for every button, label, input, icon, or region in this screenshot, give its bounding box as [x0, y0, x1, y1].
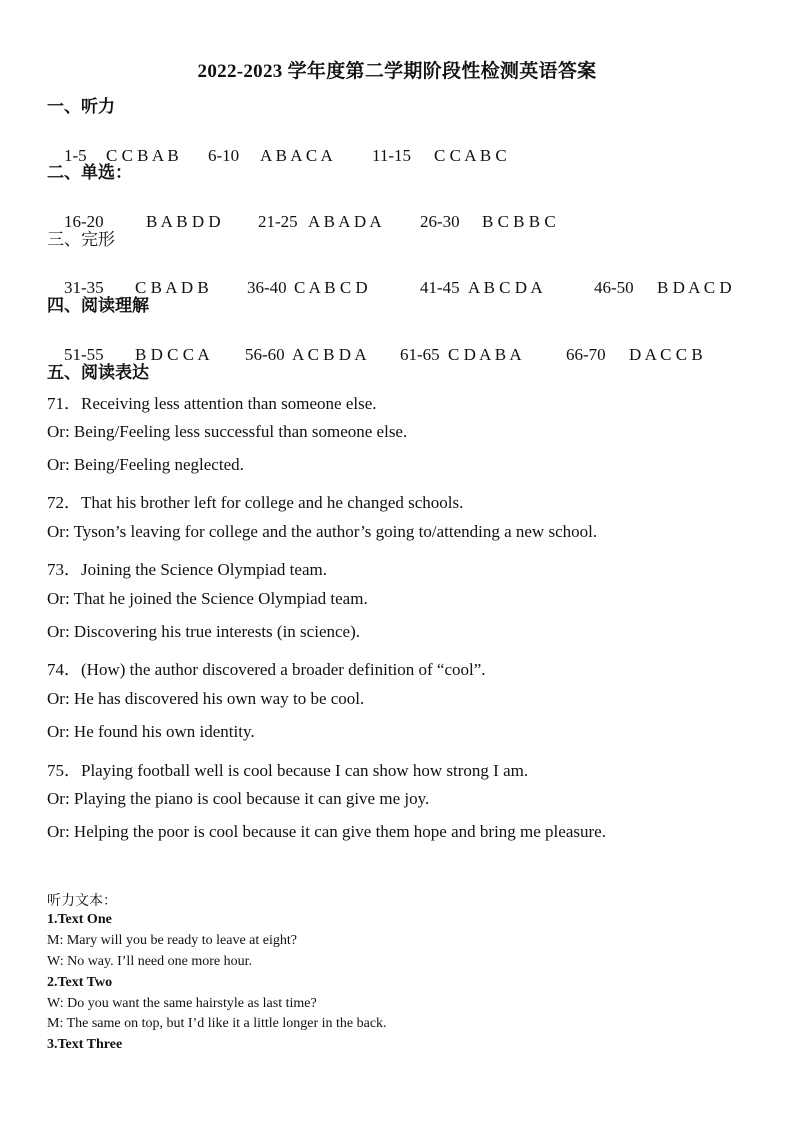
expression-answer-line: 74．(How) the author discovered a broader definition of “cool”.: [47, 660, 486, 679]
answer-letters: A B C D A: [468, 278, 543, 297]
answer-letters: B D C C A: [135, 345, 210, 364]
range-label: 56-60: [245, 345, 285, 364]
range-label: 26-30: [420, 212, 460, 231]
answer-letters: B A B D D: [146, 212, 221, 231]
section-heading-cloze: 三、完形: [47, 230, 115, 250]
answer-row-single-choice: [47, 192, 556, 252]
answer-letters: C D A B A: [448, 345, 522, 364]
transcript-line: W: Do you want the same hairstyle as last time?: [47, 996, 317, 1011]
answer-letters: D A C C B: [629, 345, 703, 364]
answer-letters: B C B B C: [482, 212, 556, 231]
expression-answer-line: 75．Playing football well is cool because I can show how strong I am.: [47, 761, 529, 780]
section-heading-single-choice: 二、单选：: [47, 163, 132, 183]
expression-answer-line: Or: He has discovered his own way to be cool.: [47, 689, 365, 708]
answer-letters: C C A B C: [434, 146, 507, 165]
page-title: 2022-2023 学年度第二学期阶段性检测英语答案: [197, 61, 597, 82]
answer-letters: C A B C D: [294, 278, 368, 297]
transcript-text-title: 3.Text Three: [47, 1037, 123, 1052]
transcript-line: M: The same on top, but I’d like it a little longer in the back.: [47, 1016, 387, 1031]
range-label: 31-35: [64, 278, 104, 297]
section-heading-listening: 一、听力: [47, 97, 115, 117]
expression-answer-line: 73．Joining the Science Olympiad team.: [47, 560, 327, 579]
answer-letters: A C B D A: [292, 345, 367, 364]
range-label: 6-10: [208, 146, 240, 165]
range-label: 16-20: [64, 212, 104, 231]
expression-answer-line: Or: Helping the poor is cool because it can give them hope and bring me pleasure.: [47, 822, 606, 841]
answer-letters: B D A C D: [657, 278, 732, 297]
expression-answer-line: Or: That he joined the Science Olympiad team.: [47, 589, 368, 608]
section-heading-reading-expression: 五、阅读表达: [47, 363, 149, 383]
transcript-text-title: 2.Text Two: [47, 975, 113, 990]
range-label: 61-65: [400, 345, 440, 364]
range-label: 21-25: [258, 212, 298, 231]
expression-answer-line: Or: He found his own identity.: [47, 722, 255, 741]
answer-letters: C B A D B: [135, 278, 209, 297]
transcript-text-title: 1.Text One: [47, 912, 112, 927]
range-label: 41-45: [420, 278, 460, 297]
expression-answer-line: Or: Playing the piano is cool because it can give me joy.: [47, 789, 430, 808]
section-heading-reading: 四、阅读理解: [47, 296, 149, 316]
answer-letters: A B A C A: [260, 146, 333, 165]
range-label: 66-70: [566, 345, 606, 364]
transcript-heading: 听力文本：: [47, 893, 117, 909]
range-label: 46-50: [594, 278, 634, 297]
answer-row-cloze: [47, 258, 732, 318]
answer-letters: C C B A B: [106, 146, 179, 165]
transcript-line: W: No way. I’ll need one more hour.: [47, 954, 253, 969]
expression-answer-line: Or: Discovering his true interests (in science).: [47, 622, 360, 641]
answer-letters: A B A D A: [308, 212, 382, 231]
range-label: 51-55: [64, 345, 104, 364]
expression-answer-line: Or: Tyson’s leaving for college and the author’s going to/attending a new school.: [47, 522, 598, 541]
expression-answer-line: Or: Being/Feeling neglected.: [47, 455, 244, 474]
range-label: 11-15: [372, 146, 412, 165]
transcript-line: M: Mary will you be ready to leave at eight?: [47, 933, 297, 948]
expression-answer-line: Or: Being/Feeling less successful than someone else.: [47, 422, 408, 441]
expression-answer-line: 71．Receiving less attention than someone else.: [47, 394, 377, 413]
range-label: 1-5: [64, 146, 87, 165]
expression-answer-line: 72．That his brother left for college and he changed schools.: [47, 493, 464, 512]
range-label: 36-40: [247, 278, 287, 297]
